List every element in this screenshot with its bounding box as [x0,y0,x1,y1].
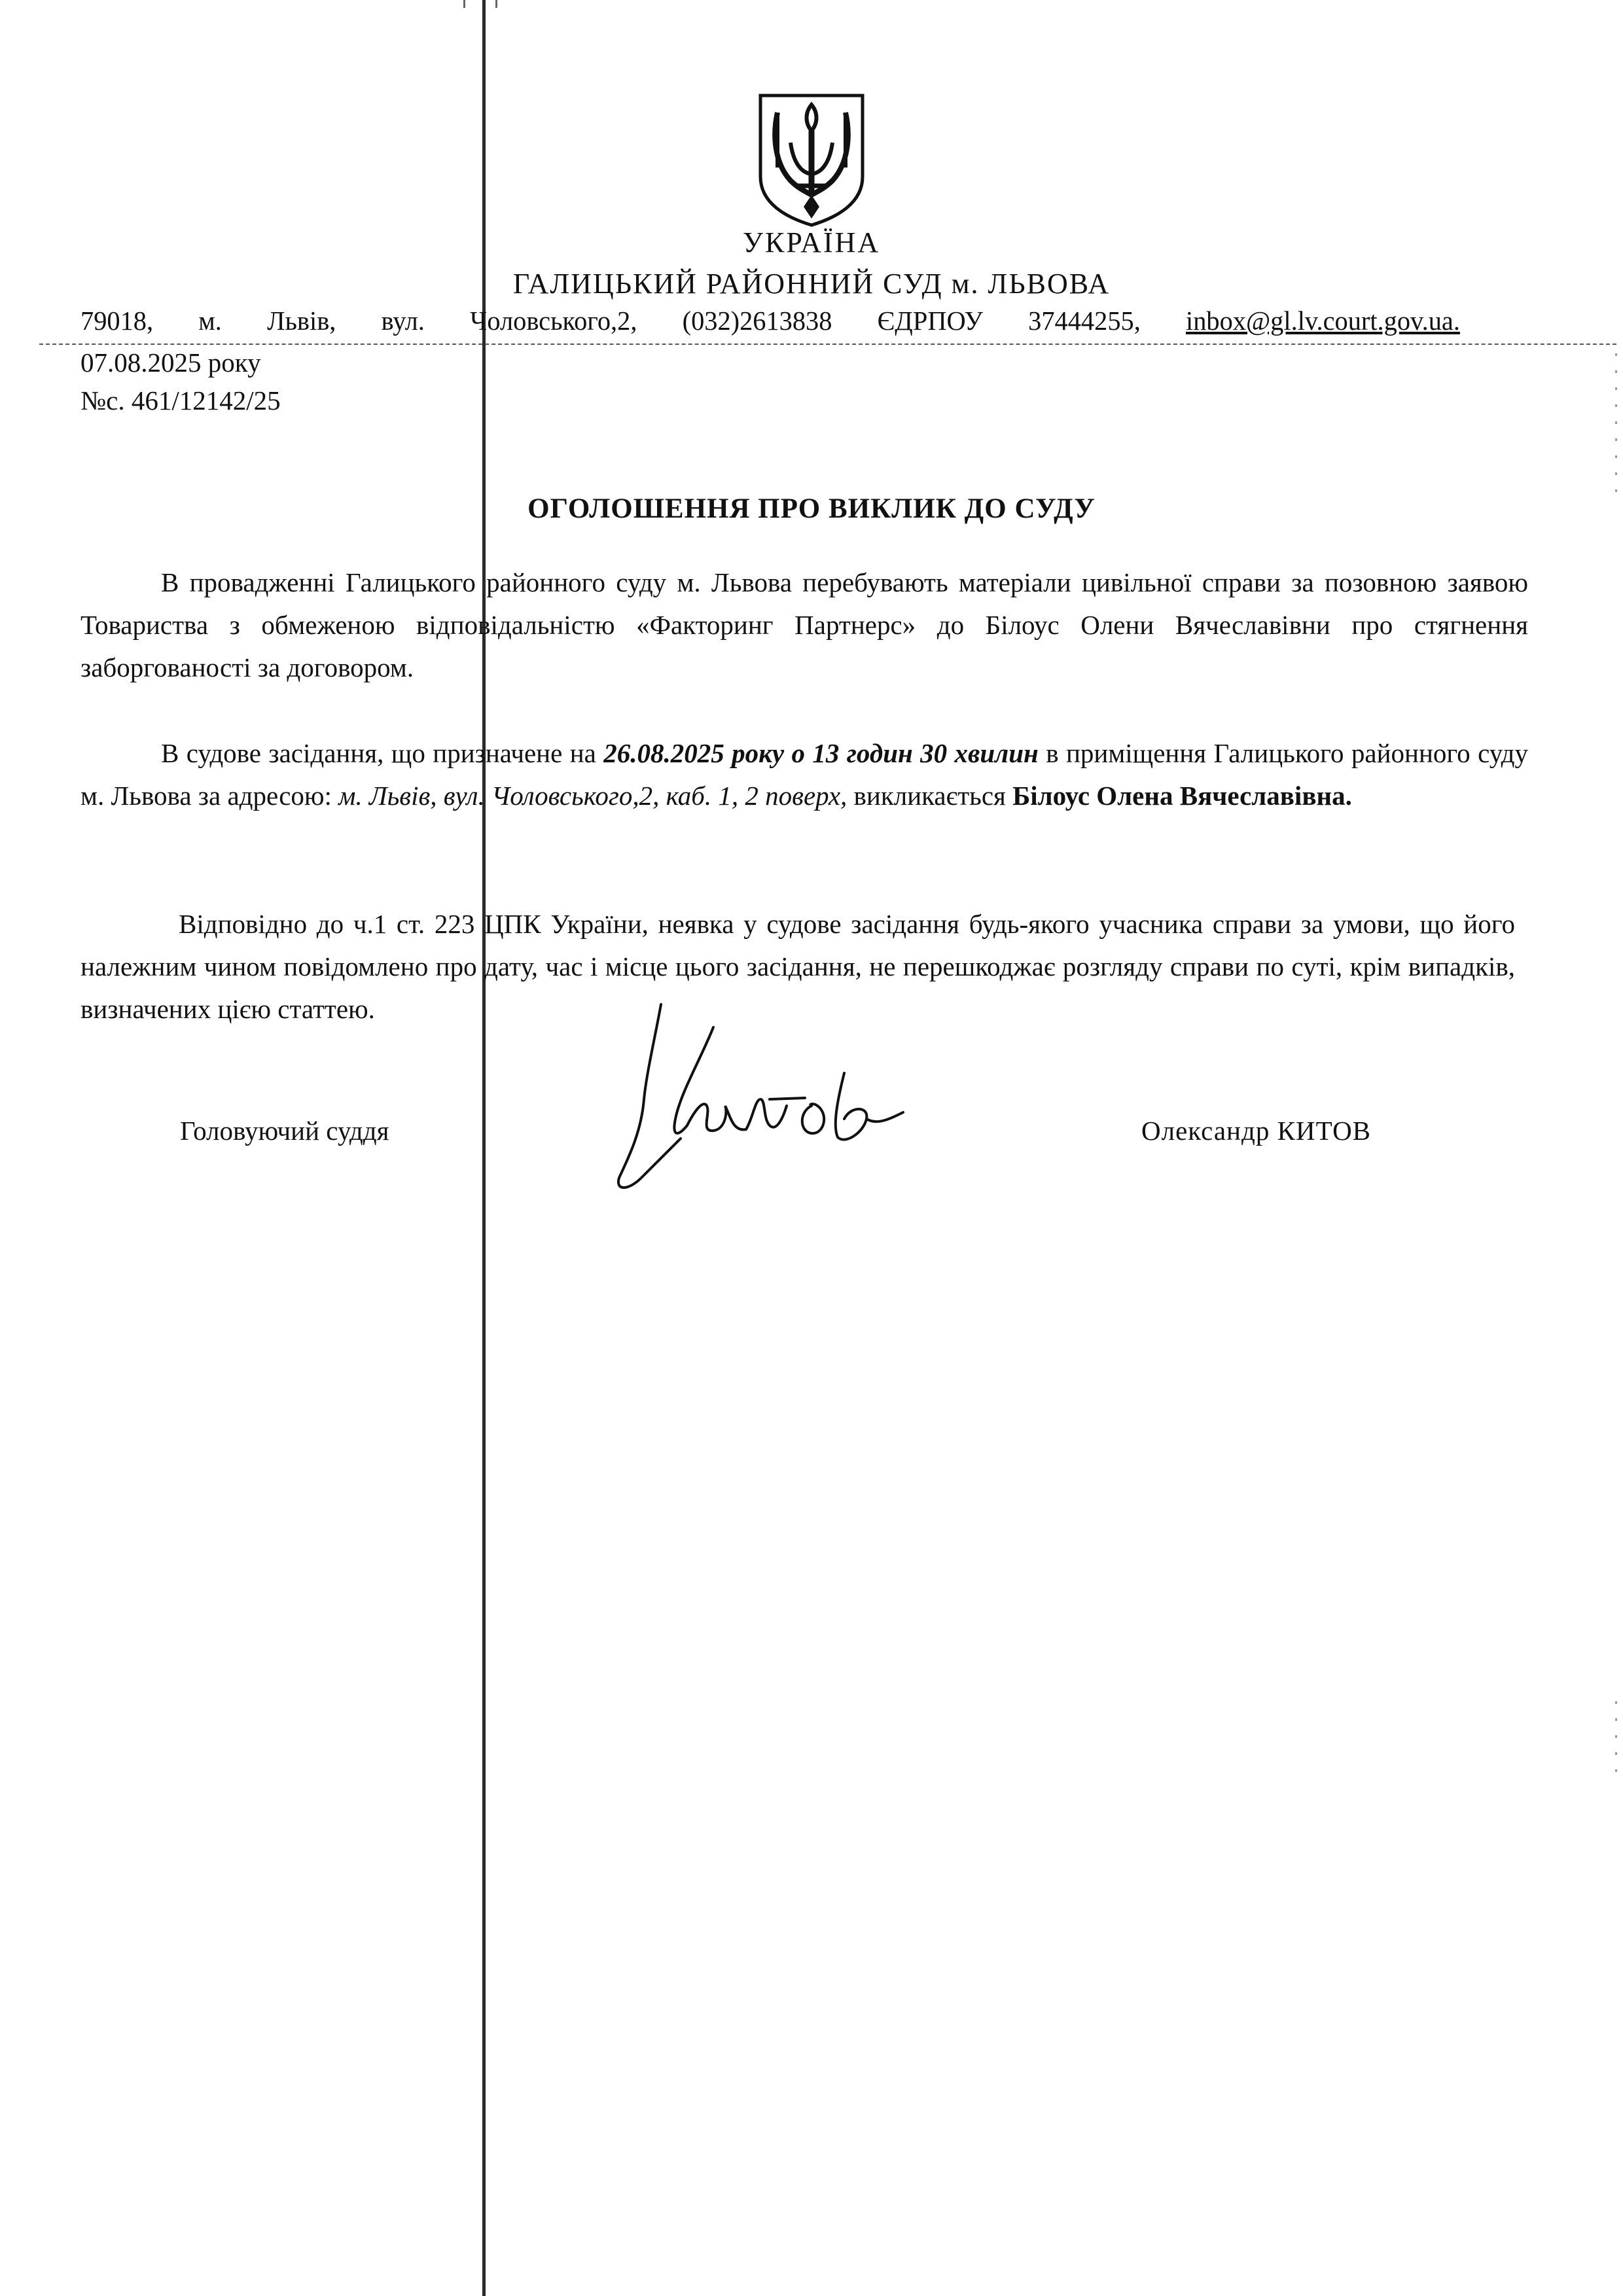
paragraph-case-description [80,561,1528,689]
court-email-link[interactable]: inbox@gl.lv.court.gov.ua. [1185,306,1460,336]
handwritten-signature [615,1001,916,1197]
header-country: УКРАЇНА [742,226,881,258]
header-court-name: ГАЛИЦЬКИЙ РАЙОННИЙ СУД м. ЛЬВОВА [512,268,1111,300]
edrpou-code: 37444255, [1028,306,1141,336]
paragraph-text: Відповідно до ч.1 ст. 223 ЦПК України, неявка у судове засідання будь-якого учасника справи за умови, що його належним чином повідомлено про дату, час і місце цього засідання, не перешкоджає розгляду справи по суті, крім випадків, визначених цією статтею. [80,909,1515,1024]
hearing-address: м. Львів, вул. Чоловського,2, каб. 1, 2 поверх, [338,781,847,811]
signature-role: Головуючий суддя [180,1116,389,1146]
scan-artifact-tick [463,0,465,8]
paragraph-text: В провадженні Галицького районного суду м. Львова перебувають матеріали цивільної справи за позовною заявою Товариства з обмеженою відповідальністю «Факторинг Партнерс» до Білоус Олени Вячеславівни про стягнення заборгованості за договором. [80,567,1528,682]
case-number: №с. 461/12142/25 [80,385,281,415]
paragraph-hearing-summons [80,732,1528,817]
hearing-datetime: 26.08.2025 року о 13 годин 30 хвилин [603,738,1039,768]
text-fragment: В судове засідання, що призначене на [161,738,604,768]
header-divider [39,344,1616,345]
scan-artifact-dots [1615,353,1617,497]
document-title: ОГОЛОШЕННЯ ПРО ВИКЛИК ДО СУДУ [527,493,1096,524]
court-address-line [80,305,1460,336]
text-fragment: в приміщення Галицького районного суду м. Львова за адресою: [80,738,1529,811]
text-fragment: викликається [847,781,1013,811]
summoned-person: Білоус Олена Вячеславівна. [1012,781,1352,811]
judge-name: Олександр КИТОВ [1141,1116,1372,1146]
scan-artifact-tick [495,0,497,8]
court-address: 79018, м. Львів, вул. Чоловського,2, (032)2613838 [80,306,832,336]
scan-artifact-dots [1615,1701,1617,1780]
document-date: 07.08.2025 року [80,347,261,378]
coat-of-arms-trident-icon [753,90,870,228]
edrpou-label: ЄДРПОУ [877,306,983,336]
paragraph-text [80,732,1528,817]
